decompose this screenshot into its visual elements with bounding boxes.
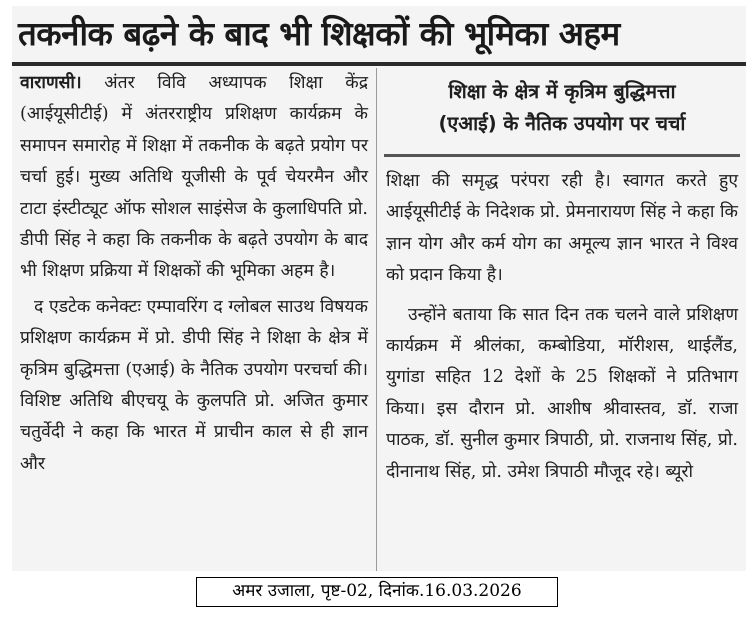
right-paragraph-1: शिक्षा की समृद्ध परंपरा रही है। स्वागत करते हुए आईयूसीटीई के निदेशक प्रो. प्रेमनारायण सिंह ने कहा कि ज्ञान योग और कर्म योग का अमूल्य ज्ञान भारत ने विश्व को प्रदान किया है। — [386, 171, 738, 286]
left-paragraph-1 — [20, 68, 368, 288]
subheadline-line-2: (एआई) के नैतिक उपयोग पर चर्चा — [438, 112, 686, 135]
subheadline-line-1: शिक्षा के क्षेत्र में कृत्रिम बुद्धिमत्ता — [448, 80, 676, 103]
source-caption: अमर उजाला, पृष्ट-02, दिनांक.16.03.2026 — [196, 577, 558, 607]
right-paragraph-2: उन्होंने बताया कि सात दिन तक चलने वाले प्रशिक्षण कार्यक्रम में श्रीलंका, कम्बोडिया, मॉरीशस, थाईलैंड, युगांडा सहित 12 देशों के 25 शिक्षकों ने प्रतिभाग किया। इस दौरान प्रो. आशीष श्रीवास्तव, डॉ. राजा पाठक, डॉ. सुनील कुमार त्रिपाठी, प्रो. राजनाथ सिंह, प्रो. दीनानाथ सिंह, प्रो. उमेश त्रिपाठी मौजूद रहे। ब्यूरो — [386, 304, 738, 482]
column-divider — [376, 68, 377, 571]
left-paragraph-2: द एडटेक कनेक्टः एम्पावरिंग द ग्लोबल साउथ विषयक प्रशिक्षण कार्यक्रम में प्रो. डीपी सिंह ने शिक्षा के क्षेत्र में कृत्रिम बुद्धिमत्ता (एआई) के नैतिक उपयोग परचर्चा की। विशिष्ट अतिथि बीएचयू के कुलपति प्रो. अजित कुमार चतुर्वेदी ने कहा कि भारत में प्राचीन काल से ही ज्ञान और — [20, 296, 368, 474]
left-paragraph-1-text: अंतर विवि अध्यापक शिक्षा केंद्र (आईयूसीटीई) में अंतरराष्ट्रीय प्रशिक्षण कार्यक्रम के समापन समारोह में शिक्षा में तकनीक के बढ़ते प्रयोग पर चर्चा हुई। मुख्य अतिथि यूजीसी के पूर्व चेयरमैन और टाटा इंस्टीट्यूट ऑफ सोशल साइंसेज के कुलाधिपति प्रो. डीपी सिंह ने कहा कि तकनीक के बढ़ते उपयोग के बाद भी शिक्षण प्रक्रिया में शिक्षकों की भूमिका अहम है। — [20, 73, 368, 282]
subheadline-rule — [384, 154, 740, 157]
right-column — [386, 166, 738, 506]
article-headline: तकनीक बढ़ने के बाद भी शिक्षकों की भूमिका अहम — [18, 14, 620, 53]
headline-rule — [12, 62, 746, 66]
left-column — [20, 68, 368, 498]
dateline: वाराणसी। — [20, 73, 82, 93]
article-subheadline — [384, 76, 740, 140]
newspaper-clipping — [12, 6, 746, 571]
